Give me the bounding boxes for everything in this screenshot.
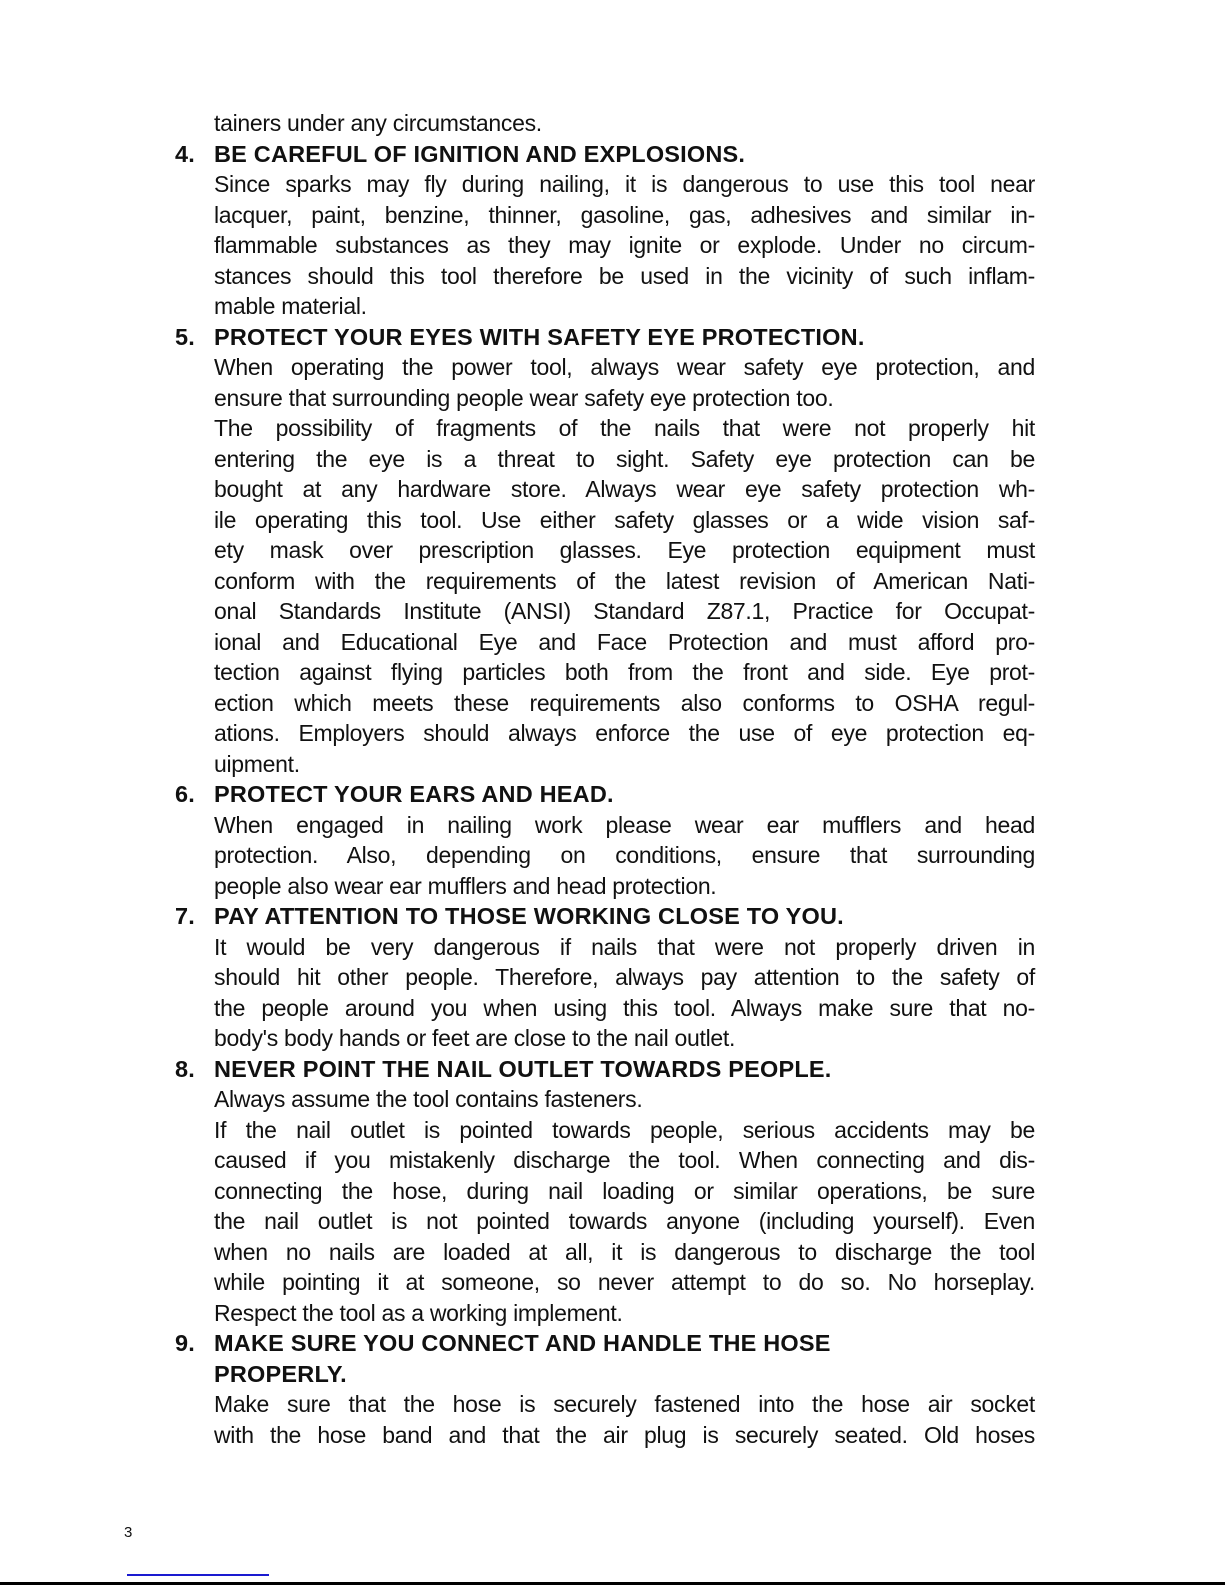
body-line: the nail outlet is not pointed towards anyone (including yourself). Even bbox=[214, 1208, 1035, 1234]
body-line: with the hose band and that the air plug is securely seated. Old hoses bbox=[214, 1421, 1035, 1448]
section-heading bbox=[175, 139, 1075, 170]
body-line: tection against flying particles both from the front and side. Eye prot- bbox=[214, 659, 1035, 685]
body-line: ional and Educational Eye and Face Protection and must afford pro- bbox=[214, 628, 1035, 655]
body-line: while pointing it at someone, so never attempt to do so. No horseplay. bbox=[214, 1269, 1035, 1295]
body-line: mable material. bbox=[214, 293, 367, 319]
body-line: ection which meets these requirements also conforms to OSHA regul- bbox=[214, 689, 1035, 716]
section-number: 5. bbox=[175, 323, 195, 350]
body-line: conform with the requirements of the latest revision of American Nati- bbox=[214, 567, 1035, 594]
section-number: 8. bbox=[175, 1055, 195, 1082]
body-line: flammable substances as they may ignite or explode. Under no circum- bbox=[214, 232, 1035, 258]
section-number: 9. bbox=[175, 1330, 195, 1356]
section-heading bbox=[175, 901, 1075, 932]
body-line: connecting the hose, during nail loading or similar operations, be sure bbox=[214, 1177, 1035, 1204]
body-line: uipment. bbox=[214, 750, 300, 777]
body-line: body's body hands or feet are close to the nail outlet. bbox=[214, 1025, 736, 1051]
section-4 bbox=[175, 139, 1075, 322]
section-9 bbox=[175, 1328, 1075, 1450]
section-title-continuation: PROPERLY. bbox=[214, 1360, 347, 1387]
section-title: NEVER POINT THE NAIL OUTLET TOWARDS PEOPLE. bbox=[214, 1055, 832, 1082]
body-line: Respect the tool as a working implement. bbox=[214, 1299, 623, 1326]
body-line: ety mask over prescription glasses. Eye protection equipment must bbox=[214, 537, 1035, 563]
body-line: protection. Also, depending on conditions, ensure that surrounding bbox=[214, 842, 1035, 868]
section-8 bbox=[175, 1054, 1075, 1329]
body-line: when no nails are loaded at all, it is dangerous to discharge the tool bbox=[214, 1238, 1035, 1265]
body-line: should hit other people. Therefore, always pay attention to the safety of bbox=[214, 964, 1035, 990]
body-line: When operating the power tool, always wear safety eye protection, and bbox=[214, 354, 1035, 380]
section-5 bbox=[175, 322, 1075, 780]
body-line: Make sure that the hose is securely fastened into the hose air socket bbox=[214, 1391, 1035, 1417]
section-7 bbox=[175, 901, 1075, 1054]
section-6 bbox=[175, 779, 1075, 901]
page-number: 3 bbox=[124, 1524, 133, 1541]
section-heading bbox=[175, 1328, 1075, 1359]
body-line: Since sparks may fly during nailing, it is dangerous to use this tool near bbox=[214, 171, 1035, 197]
body-line: stances should this tool therefore be used in the vicinity of such inflam- bbox=[214, 262, 1035, 289]
body-line: ile operating this tool. Use either safety glasses or a wide vision saf- bbox=[214, 506, 1035, 533]
body-line: the people around you when using this tool. Always make sure that no- bbox=[214, 994, 1035, 1021]
footer-link-underline[interactable] bbox=[127, 1574, 269, 1576]
section-heading bbox=[175, 779, 1075, 810]
body-line: people also wear ear mufflers and head protection. bbox=[214, 872, 717, 899]
section-number: 4. bbox=[175, 140, 195, 167]
body-line: When engaged in nailing work please wear ear mufflers and head bbox=[214, 811, 1035, 838]
body-line: onal Standards Institute (ANSI) Standard Z87.1, Practice for Occupat- bbox=[214, 598, 1035, 624]
body-line: ations. Employers should always enforce the use of eye protection eq- bbox=[214, 720, 1035, 746]
page-content bbox=[175, 108, 1075, 1450]
body-line: entering the eye is a threat to sight. Safety eye protection can be bbox=[214, 445, 1035, 472]
section-title: PAY ATTENTION TO THOSE WORKING CLOSE TO YOU. bbox=[214, 903, 844, 929]
section-heading bbox=[175, 1054, 1075, 1085]
section-number: 7. bbox=[175, 903, 195, 929]
intro-line: tainers under any circumstances. bbox=[214, 110, 542, 136]
section-title: PROTECT YOUR EARS AND HEAD. bbox=[214, 781, 614, 807]
body-line: bought at any hardware store. Always wear eye safety protection wh- bbox=[214, 476, 1035, 502]
section-title: PROTECT YOUR EYES WITH SAFETY EYE PROTECTION. bbox=[214, 323, 865, 350]
body-line: caused if you mistakenly discharge the tool. When connecting and dis- bbox=[214, 1147, 1035, 1173]
body-line: It would be very dangerous if nails that were not properly driven in bbox=[214, 933, 1035, 960]
body-line: Always assume the tool contains fasteners. bbox=[214, 1086, 643, 1112]
section-number: 6. bbox=[175, 781, 195, 807]
body-line: If the nail outlet is pointed towards people, serious accidents may be bbox=[214, 1116, 1035, 1143]
body-line: lacquer, paint, benzine, thinner, gasoline, gas, adhesives and similar in- bbox=[214, 201, 1035, 228]
section-heading bbox=[175, 322, 1075, 353]
body-line: The possibility of fragments of the nails that were not properly hit bbox=[214, 415, 1035, 441]
section-title: BE CAREFUL OF IGNITION AND EXPLOSIONS. bbox=[214, 140, 746, 167]
section-title: MAKE SURE YOU CONNECT AND HANDLE THE HOSE bbox=[214, 1330, 831, 1356]
body-line: ensure that surrounding people wear safety eye protection too. bbox=[214, 384, 834, 411]
